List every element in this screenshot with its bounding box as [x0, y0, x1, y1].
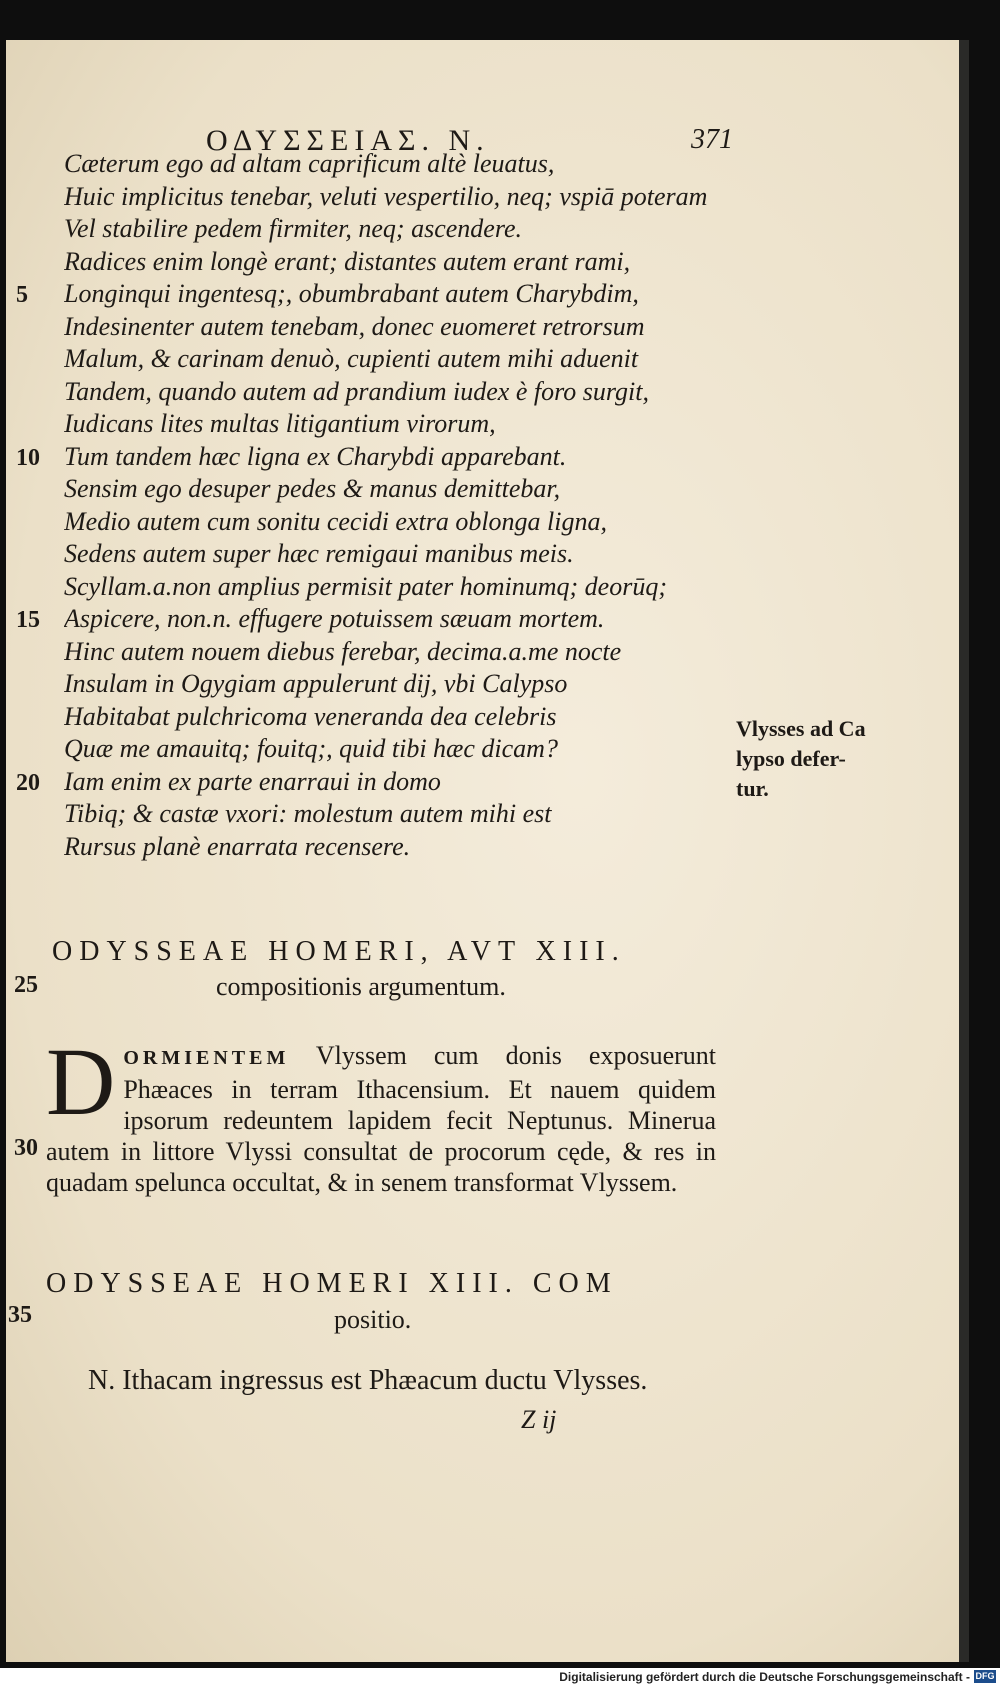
- verse-line: Rursus planè enarrata recensere.: [64, 831, 411, 861]
- verse-line: Malum, & carinam denuò, cupienti autem mihi aduenit: [64, 344, 639, 373]
- line-number: 35: [8, 1302, 32, 1328]
- footer-credit: Digitalisierung gefördert durch die Deutsche Forschungsgemeinschaft -: [559, 1670, 970, 1684]
- marginal-note-line: tur.: [736, 776, 769, 801]
- line-number: 25: [14, 972, 38, 998]
- dfg-logo: DFG: [975, 1671, 995, 1681]
- argument-paragraph: [46, 1028, 716, 1198]
- verse-line: Insulam in Ogygiam appulerunt dij, vbi Calypso: [64, 669, 568, 698]
- line-number: 15: [16, 607, 40, 633]
- verse-line: Quæ me amauitq; fouitq;, quid tibi hæc dicam?: [64, 734, 558, 763]
- page-number: 371: [691, 124, 733, 155]
- composition-heading: ODYSSEAE HOMERI XIII. COM: [46, 1268, 618, 1299]
- verse-line: Aspicere, non.n. effugere potuissem sæuam mortem.: [64, 604, 605, 633]
- page-edge: [959, 40, 969, 1662]
- verse-line: Tandem, quando autem ad prandium iudex è foro surgit,: [64, 376, 649, 406]
- argument-lead: ORMIENTEM: [123, 1047, 290, 1069]
- section-subheading: compositionis argumentum.: [216, 972, 506, 1001]
- argument-text: Vlyssem cum donis exposuerunt Phæaces in terram Ithacensium. Et nauem quidem ipsorum redeuntem lapidem fecit Neptunus. Minerua autem in littore Vlyssi consultat de procorum cęde, & res in quadam spelunca occultat, & in senem transformat Vlyssem.: [46, 1041, 716, 1197]
- line-number: 5: [16, 282, 28, 308]
- marginal-note: [736, 714, 896, 804]
- marginal-note-line: Vlysses ad Ca: [736, 716, 866, 741]
- drop-capital: D: [46, 1028, 116, 1135]
- verse-line: Hinc autem nouem diebus ferebar, decima.a.me nocte: [64, 636, 622, 666]
- verse-line: Habitabat pulchricoma veneranda dea celebris: [64, 701, 557, 731]
- verse-line: Longinqui ingentesq;, obumbrabant autem Charybdim,: [64, 279, 639, 308]
- running-header: ΟΔΥΣΣΕΙΑΣ. Ν.: [206, 124, 490, 157]
- marginal-note-line: lypso defer-: [736, 746, 846, 771]
- book-page: [6, 40, 959, 1662]
- verse-line: Tibiq; & castæ vxori: molestum autem mihi est: [64, 799, 552, 828]
- verse-line: Scyllam.a.non amplius permisit pater hominumq; deorūq;: [64, 571, 668, 601]
- summary-line: N. Ithacam ingressus est Phæacum ductu Vlysses.: [88, 1365, 648, 1396]
- signature-mark: Z ij: [521, 1405, 557, 1434]
- composition-subheading: positio.: [334, 1305, 412, 1334]
- verse-line: Medio autem cum sonitu cecidi extra oblonga ligna,: [64, 506, 608, 536]
- verse-line: Sensim ego desuper pedes & manus demittebar,: [64, 474, 561, 503]
- verse-line: Huic implicitus tenebar, veluti vespertilio, neq; vspiā poteram: [64, 181, 708, 211]
- verse-line: Iudicans lites multas litigantium virorum,: [64, 409, 496, 438]
- line-number: 20: [16, 769, 40, 796]
- verse-line: Sedens autem super hæc remigaui manibus meis.: [64, 539, 574, 568]
- line-number: 30: [14, 1135, 38, 1161]
- verse-line: Vel stabilire pedem firmiter, neq; ascendere.: [64, 214, 523, 243]
- line-number: 10: [16, 444, 40, 471]
- verse-block: [64, 148, 744, 863]
- section-heading: ODYSSEAE HOMERI, AVT XIII.: [52, 936, 626, 967]
- verse-line: Iam enim ex parte enarraui in domo: [64, 766, 441, 796]
- verse-line: Tum tandem hæc ligna ex Charybdi apparebant.: [64, 441, 567, 471]
- verse-line: Cæterum ego ad altam caprificum altè leuatus,: [64, 149, 555, 178]
- verse-line: Indesinenter autem tenebam, donec euomeret retrorsum: [64, 311, 645, 341]
- verse-line: Radices enim longè erant; distantes autem erant rami,: [64, 246, 631, 276]
